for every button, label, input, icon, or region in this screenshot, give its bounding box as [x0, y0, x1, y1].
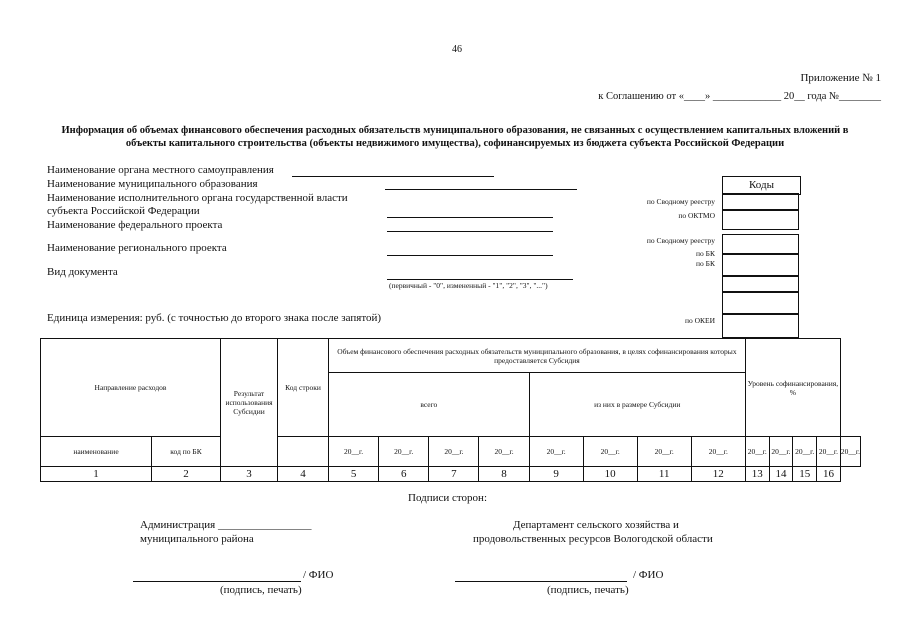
code-cell-okei[interactable] [722, 314, 799, 338]
col-number: 8 [479, 467, 529, 482]
right-org-line-1: Департамент сельского хозяйства и [513, 519, 679, 531]
field-regional-project-line[interactable] [387, 255, 553, 256]
appendix-label: Приложение № 1 [800, 72, 881, 84]
col-number: 2 [152, 467, 221, 482]
left-stamp-caption: (подпись, печать) [220, 584, 302, 596]
field-municipality: Наименование муниципального образования [47, 178, 258, 190]
th-year: 20__г. [769, 437, 793, 467]
th-year: 20__г. [429, 437, 479, 467]
right-org-line-2: продовольственных ресурсов Вологодской области [473, 533, 713, 545]
col-number: 14 [769, 467, 793, 482]
field-exec-authority-1: Наименование исполнительного органа государственной власти [47, 192, 348, 204]
field-unit: Единица измерения: руб. (с точностью до второго знака после запятой) [47, 312, 382, 324]
right-stamp-caption: (подпись, печать) [547, 584, 629, 596]
th-year: 20__г. [637, 437, 691, 467]
field-doc-type: Вид документа [47, 266, 118, 278]
right-fio: / ФИО [633, 569, 664, 581]
left-org-line-1: Администрация _________________ [140, 519, 312, 531]
th-row-code: Код строки [278, 339, 329, 437]
col-number: 6 [379, 467, 429, 482]
th-year: 20__г. [479, 437, 529, 467]
th-year: 20__г. [691, 437, 745, 467]
field-federal-project: Наименование федерального проекта [47, 219, 223, 231]
field-exec-authority-line[interactable] [387, 217, 553, 218]
th-year: 20__г. [329, 437, 379, 467]
code-label-svod-2: по Сводному реестру [646, 236, 715, 245]
code-label-svod-1: по Сводному реестру [646, 197, 715, 206]
left-org-line-2: муниципального района [140, 533, 254, 545]
col-number: 13 [745, 467, 769, 482]
agreement-line: к Соглашению от «____» _____________ 20__ года №________ [598, 91, 881, 102]
th-cofin-level: Уровень софинансирования, % [745, 339, 840, 437]
th-year: 20__г. [745, 437, 769, 467]
doc-type-hint: (первичный - "0", измененный - "1", "2", "3", "...") [389, 281, 548, 290]
col-number: 4 [278, 467, 329, 482]
code-label-bk-2: по БК [696, 259, 715, 268]
code-cell-oktmo[interactable] [722, 210, 799, 230]
th-name: наименование [41, 437, 152, 467]
code-cell-svod-1[interactable] [722, 193, 799, 210]
th-year: 20__г. [379, 437, 429, 467]
th-result: Результат использования Субсидии [221, 339, 278, 467]
field-municipality-line[interactable] [385, 189, 577, 190]
right-signature-line[interactable] [455, 581, 627, 582]
col-number: 3 [221, 467, 278, 482]
page-number: 46 [452, 44, 462, 55]
code-cell-svod-2[interactable] [722, 234, 799, 254]
th-year: 20__г. [583, 437, 637, 467]
col-number: 11 [637, 467, 691, 482]
left-signature-line[interactable] [133, 581, 301, 582]
field-local-gov-line[interactable] [292, 176, 494, 177]
col-number: 1 [41, 467, 152, 482]
col-number: 12 [691, 467, 745, 482]
th-direction: Направление расходов [41, 339, 221, 437]
th-year: 20__г. [817, 437, 841, 467]
th-year: 20__г. [529, 437, 583, 467]
left-fio: / ФИО [303, 569, 334, 581]
field-local-gov: Наименование органа местного самоуправления [47, 164, 274, 176]
signatures-header: Подписи сторон: [408, 492, 488, 504]
th-row-code-empty [278, 437, 329, 467]
th-total: всего [329, 373, 530, 437]
code-label-bk-1: по БК [696, 249, 715, 258]
col-number: 7 [429, 467, 479, 482]
code-cell-bk-2[interactable] [722, 276, 799, 292]
field-federal-project-line[interactable] [387, 231, 553, 232]
codes-header: Коды [722, 176, 801, 195]
code-label-okei: по ОКЕИ [684, 316, 715, 325]
col-number: 5 [329, 467, 379, 482]
field-regional-project: Наименование регионального проекта [47, 242, 227, 254]
th-year: 20__г. [793, 437, 817, 467]
th-subsidy: из них в размере Субсидии [529, 373, 745, 437]
col-number: 16 [817, 467, 841, 482]
field-doc-type-line[interactable] [387, 279, 573, 280]
col-number: 9 [529, 467, 583, 482]
code-cell-empty[interactable] [722, 292, 799, 314]
expenses-table [40, 338, 861, 482]
document-title: Информация об объемах финансового обеспечения расходных обязательств муниципального образования, не связанных с осуществлением капитальных вложений в объекты капитального строительства (объекты недвижимого имущества), софинансируемых из бюджета субъекта Российской Федерации [61, 125, 849, 149]
code-cell-bk-1[interactable] [722, 254, 799, 276]
th-bk-code: код по БК [152, 437, 221, 467]
th-volume: Объем финансового обеспечения расходных обязательств муниципального образования, в целях софинансирования которых предоставляется Субсидия [329, 339, 746, 373]
th-year: 20__г. [840, 437, 860, 467]
code-label-oktmo: по ОКТМО [678, 211, 715, 220]
col-number: 10 [583, 467, 637, 482]
field-exec-authority-2: субъекта Российской Федерации [47, 205, 200, 217]
col-number: 15 [793, 467, 817, 482]
